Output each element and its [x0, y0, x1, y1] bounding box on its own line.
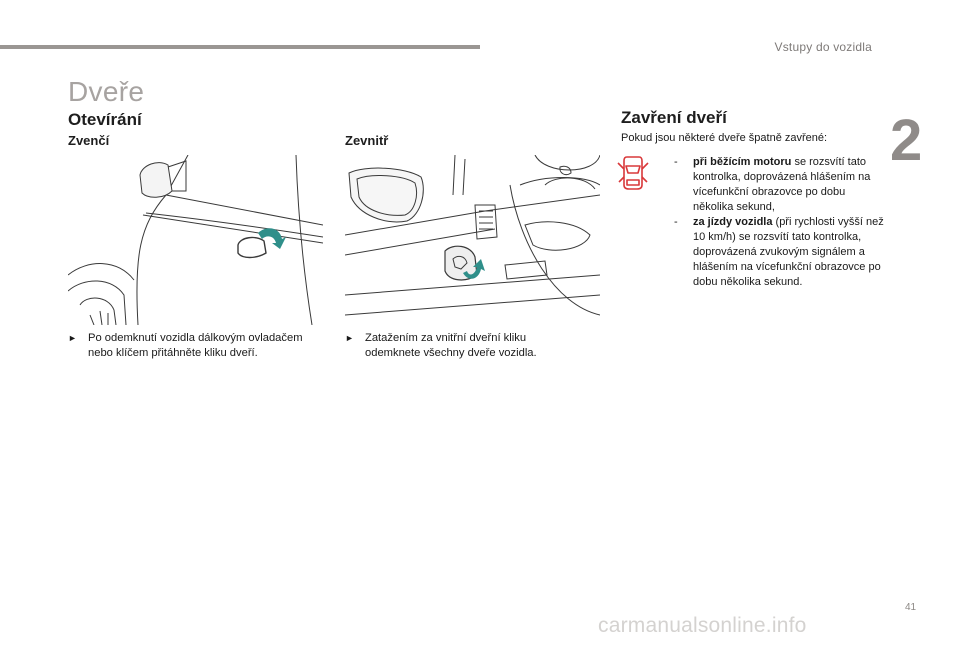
header-bar	[0, 45, 480, 49]
list-dash: -	[674, 216, 678, 228]
page-number: 41	[905, 602, 917, 613]
closing-intro: Pokud jsou některé dveře špatně zavřené:	[621, 132, 828, 144]
chapter-number: 2	[890, 108, 923, 173]
inside-instruction-text: Zatažením za vnitřní dveřní kliku odemknete všechny dveře vozidla.	[365, 332, 537, 359]
list-item	[674, 215, 884, 290]
list-item-text: (při rychlosti vyšší než 10 km/h) se rozsvítí tato kontrolka, doprovázená zvukovým signálem a hlášením na vícefunkční obrazovce po dobu několika sekund.	[693, 216, 884, 288]
bullet-arrow-icon: ►	[345, 333, 354, 343]
closing-conditions-list	[674, 155, 884, 290]
heading-opening: Otevírání	[68, 110, 142, 129]
bullet-arrow-icon: ►	[68, 333, 77, 343]
list-item-text: se rozsvítí tato kontrolka, doprovázená hlášením na vícefunkční obrazovce po dobu několika sekund,	[693, 156, 871, 213]
page-title: Dveře	[68, 76, 145, 107]
outside-instruction-text: Po odemknutí vozidla dálkovým ovladačem nebo klíčem přitáhněte kliku dveří.	[88, 332, 303, 359]
list-item-bold: při běžícím motoru	[693, 156, 792, 168]
watermark: carmanualsonline.info	[598, 614, 807, 637]
outside-door-handle-illustration	[68, 155, 323, 325]
list-dash: -	[674, 156, 678, 168]
heading-closing: Zavření dveří	[621, 108, 727, 127]
heading-inside: Zevnitř	[345, 133, 389, 148]
section-header: Vstupy do vozidla	[774, 40, 872, 54]
list-item-bold: za jízdy vozidla	[693, 216, 773, 228]
list-item	[674, 155, 884, 215]
inside-door-handle-illustration	[345, 155, 600, 325]
heading-outside: Zvenčí	[68, 133, 110, 148]
door-open-warning-icon	[617, 155, 649, 191]
